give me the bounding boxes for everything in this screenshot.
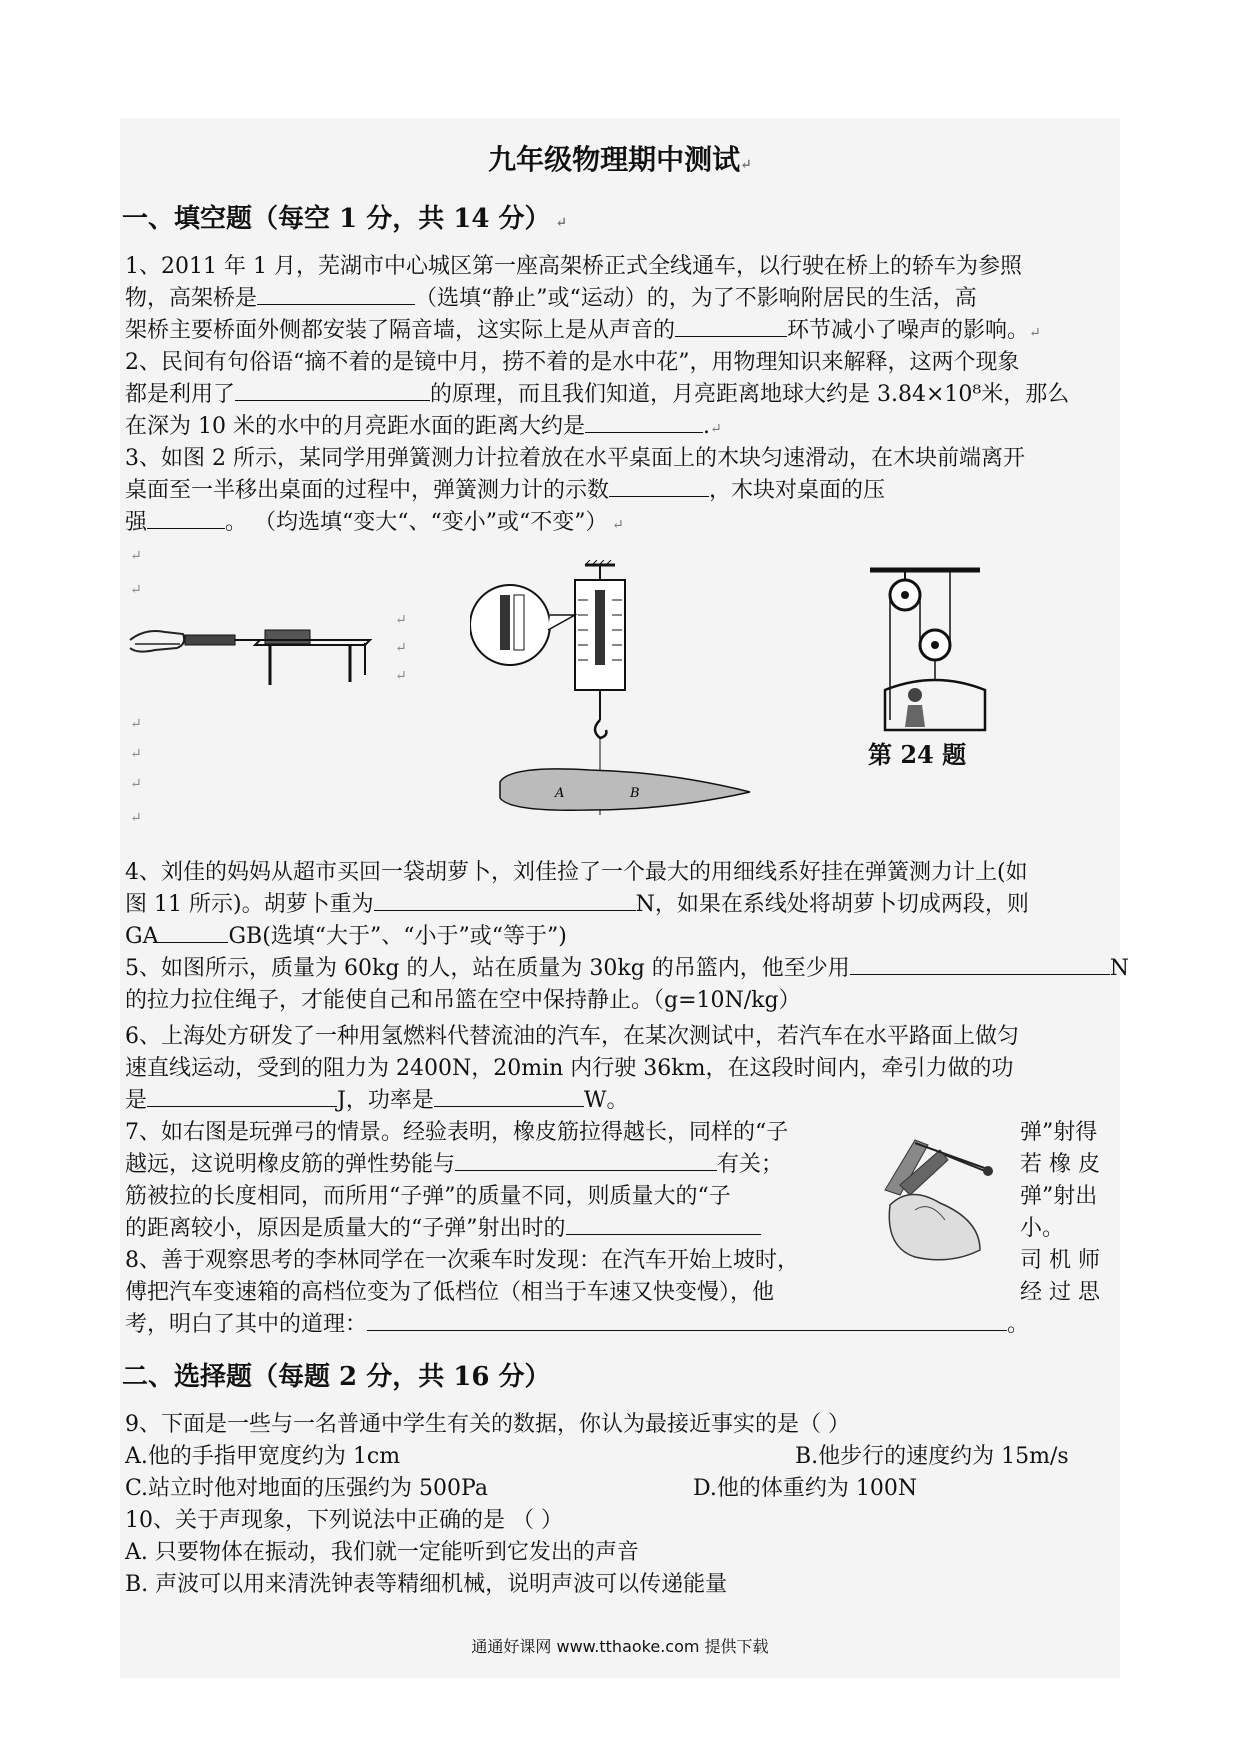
q7-right-1: 弹”射得 (1020, 1120, 1098, 1145)
q10-option-b: B. 声波可以用来清洗钟表等精细机械，说明声波可以传递能量 (125, 1572, 728, 1597)
q4-line-3: GA GB(选填“大于”、“小于”或“等于”) (125, 924, 567, 949)
figure-caption: 第 24 题 (868, 740, 967, 769)
section-fill-in-heading: 一、填空题（每空 1 分，共 14 分） ↵ (122, 204, 568, 234)
paragraph-mark: ↵ (130, 582, 142, 598)
page-title: 九年级物理期中测试↵ (488, 143, 752, 176)
q9-option-b: B.他步行的速度约为 15m/s (795, 1444, 1069, 1469)
q1-line-3: 架桥主要桥面外侧都安装了隔音墙，这实际上是从声音的 环节减小了噪声的影响。↵ (125, 318, 1041, 343)
q3-line-2: 桌面至一半移出桌面的过程中，弹簧测力计的示数 ，木块对桌面的压 (125, 478, 886, 503)
paragraph-mark: ↵ (130, 810, 142, 826)
q9-option-a: A.他的手指甲宽度约为 1cm (125, 1444, 401, 1469)
paragraph-mark: ↵ (130, 716, 142, 732)
q7-line-3: 筋被拉的长度相同，而所用“子弹”的质量不同，则质量大的“子 (125, 1184, 731, 1209)
q8-line-3: 考，明白了其中的道理： 。 (125, 1312, 1030, 1337)
q6-line-1: 6、上海处方研发了一种用氢燃料代替流油的汽车，在某次测试中，若汽车在水平路面上做匀 (125, 1024, 1020, 1049)
paragraph-mark: ↵ (130, 746, 142, 762)
q1-line-1: 1、2011 年 1 月，芜湖市中心城区第一座高架桥正式全线通车，以行驶在桥上的轿车为参照 (125, 254, 1022, 279)
q9-stem: 9、下面是一些与一名普通中学生有关的数据，你认为最接近事实的是（ ） (125, 1412, 850, 1437)
q7-right-4: 小。 (1020, 1216, 1065, 1241)
paragraph-mark: ↵ (395, 640, 407, 656)
paragraph-mark: ↵ (130, 548, 142, 564)
figure-slingshot (870, 1125, 1005, 1270)
q5-line-1: 5、如图所示，质量为 60kg 的人，站在质量为 30kg 的吊篮内，他至少用 N (125, 956, 1130, 981)
q1-line-2: 物，高架桥是 （选填“静止”或“运动）的，为了不影响附居民的生活，高 (125, 286, 977, 311)
q10-option-a: A. 只要物体在振动，我们就一定能听到它发出的声音 (125, 1540, 639, 1565)
q2-line-1: 2、民间有句俗语“摘不着的是镜中月，捞不着的是水中花”，用物理知识来解释，这两个现象 (125, 350, 1020, 375)
q3-line-3: 强 。 （均选填“变大“、“变小”或“不变”） ↵ (125, 510, 624, 535)
figure-label-b: B (630, 786, 640, 801)
q7-line-1: 7、如右图是玩弹弓的情景。经验表明，橡皮筋拉得越长，同样的“子 (125, 1120, 789, 1145)
section-choice-heading: 二、选择题（每题 2 分，共 16 分） (122, 1362, 551, 1392)
q7-line-2: 越远，这说明橡皮筋的弹性势能与 有关； (125, 1152, 784, 1177)
q7-right-3: 弹”射出 (1020, 1184, 1098, 1209)
q3-line-1: 3、如图 2 所示，某同学用弹簧测力计拉着放在水平桌面上的木块匀速滑动，在木块前端离开 (125, 446, 1025, 471)
q4-line-1: 4、刘佳的妈妈从超市买回一袋胡萝卜，刘佳捡了一个最大的用细线系好挂在弹簧测力计上(如 (125, 860, 1028, 885)
q8-right-1: 司 机 师 (1020, 1248, 1100, 1273)
q4-line-2: 图 11 所示)。胡萝卜重为 N，如果在系线处将胡萝卜切成两段，则 (125, 892, 1029, 917)
paragraph-mark: ↵ (395, 668, 407, 684)
q5-line-2: 的拉力拉住绳子，才能使自己和吊篮在空中保持静止。（g=10N/kg） (125, 988, 801, 1013)
q8-line-1: 8、善于观察思考的李林同学在一次乘车时发现：在汽车开始上坡时， (125, 1248, 799, 1273)
q8-right-2: 经 过 思 (1020, 1280, 1100, 1305)
footer-source: 通通好课网 www.tthaoke.com 提供下载 (471, 1637, 769, 1656)
figure-block-on-table (125, 610, 395, 690)
figure-label-a: A (555, 786, 565, 801)
paragraph-mark: ↵ (395, 612, 407, 628)
q10-stem: 10、关于声现象，下列说法中正确的是 （ ） (125, 1508, 563, 1533)
q7-right-2: 若 橡 皮 (1020, 1152, 1100, 1177)
q2-line-2: 都是利用了 的原理，而且我们知道，月亮距离地球大约是 3.84×10⁸米，那么 (125, 382, 1070, 407)
q7-line-4: 的距离较小，原因是质量大的“子弹”射出时的 (125, 1214, 761, 1244)
q6-line-2: 速直线运动，受到的阻力为 2400N，20min 内行驶 36km，在这段时间内，牵引力做的功 (125, 1056, 1014, 1081)
q9-option-c: C.站立时他对地面的压强约为 500Pa (125, 1476, 488, 1501)
q6-line-3: 是 J，功率是 W。 (125, 1088, 629, 1113)
q2-line-3: 在深为 10 米的水中的月亮距水面的距离大约是 .↵ (125, 414, 722, 439)
paragraph-mark: ↵ (130, 776, 142, 792)
figure-spring-scale-carrot (470, 560, 790, 830)
q9-option-d: D.他的体重约为 100N (693, 1476, 918, 1501)
q8-line-2: 傅把汽车变速箱的高档位变为了低档位（相当于车速又快变慢），他 (125, 1280, 775, 1305)
